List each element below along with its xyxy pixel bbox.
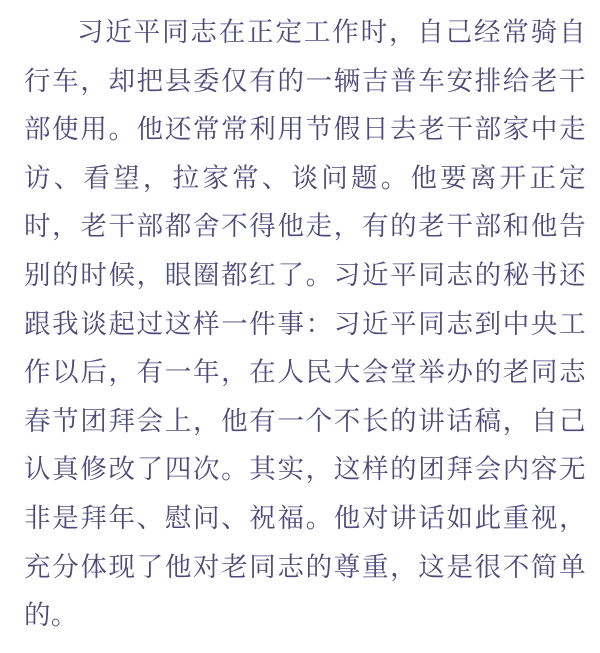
article-paragraph: 习近平同志在正定工作时，自己经常骑自行车，却把县委仅有的一辆吉普车安排给老干部使用。他还常常利用节假日去老干部家中走访、看望，拉家常、谈问题。他要离开正定时，老干部都舍不得他走，有的老干部和他告别的时候，眼圈都红了。习近平同志的秘书还跟我谈起过这样一件事：习近平同志到中央工作以后，有一年，在人民大会堂举办的老同志春节团拜会上，他有一个不长的讲话稿，自己认真修改了四次。其实，这样的团拜会内容无非是拜年、慰问、祝福。他对讲话如此重视，充分体现了他对老同志的尊重，这是很不简单的。 [24, 17, 586, 632]
